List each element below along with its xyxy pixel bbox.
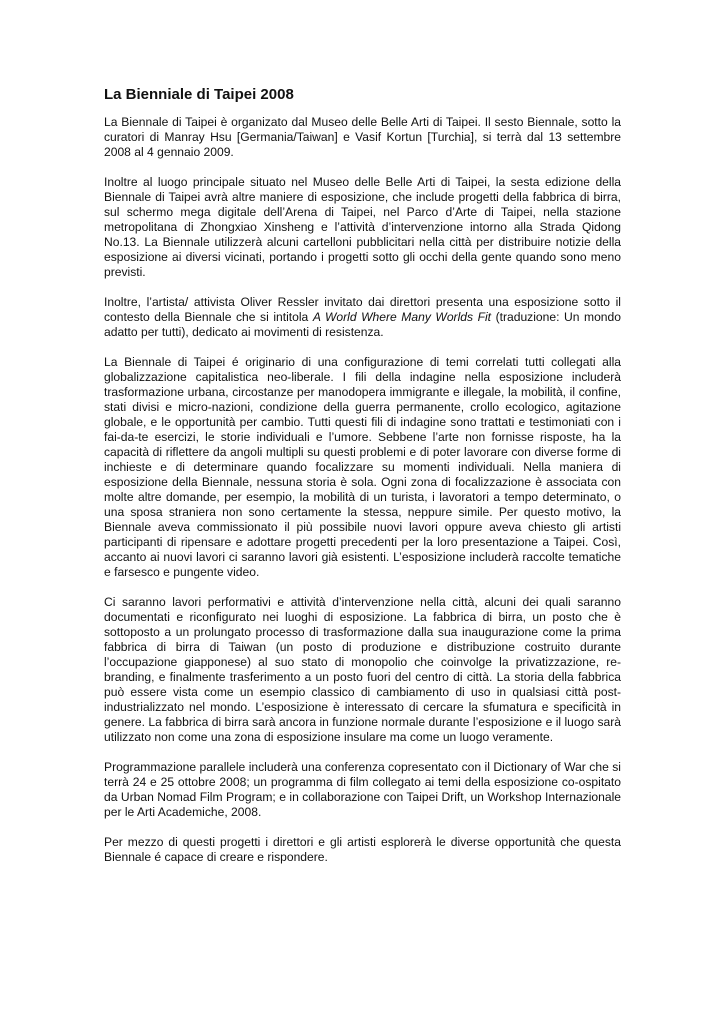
paragraph-ressler-text-start: Inoltre, l’artista/ attivista Oliver Ressler invitato dai direttori presenta una esposizione sotto il contesto della Biennale che si intitola	[104, 295, 621, 324]
paragraph-brewery: Ci saranno lavori performativi e attività d’intervenzione nella città, alcuni dei quali saranno documentati e riconfigurato nei luoghi di esposizione. La fabbrica di birra, un posto che è sottoposto a un prolungato processo di trasformazione dalla sua inaugurazione come la prima fabbrica di birra di Taiwan (un posto di produzione e distribuzione costruito durante l’occupazione giapponese) al suo stato di monopolio che coinvolge la privatizzazione, re-branding, e finalmente trasferimento a un posto fuori del centro di città. La storia della fabbrica può essere vista come un esempio classico di cambiamento di uso in qualsiasi città post-industrializzato nel mondo. L’esposizione è interessato di cercare la sfumatura e specificità in genere. La fabbrica di birra sarà ancora in funzione normale durante l’esposizione e il luogo sarà utilizzato non come una zona di esposizione insulare ma come un luogo veramente.	[104, 595, 621, 744]
exhibition-title-italic: A World Where Many Worlds Fit	[312, 310, 492, 324]
document-page	[104, 86, 621, 880]
paragraph-closing: Per mezzo di questi progetti i direttori e gli artisti esplorerà le diverse opportunità che questa Biennale é capace di creare e rispondere.	[104, 835, 621, 864]
paragraph-parallel-programs: Programmazione parallele includerà una conferenza copresentato con il Dictionary of War che si terrà 24 e 25 ottobre 2008; un programma di film collegato ai temi della esposizione co-ospitato da Urban Nomad Film Program; e in collaborazione con Taipei Drift, un Workshop Internazionale per le Arti Academiche, 2008.	[104, 760, 621, 819]
paragraph-intro: La Biennale di Taipei è organizato dal Museo delle Belle Arti di Taipei. Il sesto Biennale, sotto la curatori di Manray Hsu [Germania/Taiwan] e Vasif Kortun [Turchia], si terrà dal 13 settembre 2008 al 4 gennaio 2009.	[104, 115, 621, 159]
paragraph-themes: La Biennale di Taipei é originario di una configurazione di temi correlati tutti collegati alla globalizzazione capitalistica neo-liberale. I fili della indagine nella esposizione includerà trasformazione urbana, circostanze per manodopera immigrante e illegale, la mobilità, il confine, stati divisi e micro-nazioni, condizione della guerra permanente, crollo ecologico, agitazione globale, e le opportunità per cambio. Tutti questi fili di indagine sono trattati e testimoniati con i fai-da-te esercizi, le storie individuali e l’umore. Sebbene l’arte non fornisse risposte, ha la capacità di riflettere da angoli multipli su questi problemi e di poter lavorare con diverse forme di inchieste e di determinare quando focalizzare su momenti individuali. Nella maniera di esposizione della Biennale, nessuna storia è sola. Ogni zona di focalizzazione è associata con molte altre domande, per esempio, la mobilità di un turista, i lavoratori a tempo determinato, o una sposa straniera non sono certamente la stessa, neppure simile. Per questo motivo, la Biennale aveva commissionato il più possibile nuovi lavori oppure aveva chiesto gli artisti participanti di ripensare e adottare progetti precedenti per la loro presentazione a Taipei. Così, accanto ai nuovi lavori ci saranno lavori già esistenti. L’esposizione includerà raccolte tematiche e farsesco e pungente video.	[104, 355, 621, 579]
document-title: La Bienniale di Taipei 2008	[104, 86, 294, 103]
paragraph-venues: Inoltre al luogo principale situato nel Museo delle Belle Arti di Taipei, la sesta edizione della Biennale di Taipei avrà altre maniere di esposizione, che include progetti della fabbrica di birra, sul schermo mega digitale dell’Arena di Taipei, nel Parco d’Arte di Taipei, nella stazione metropolitana di Zhongxiao Xinsheng e l’attività d’intervenzione intorno alla Strada Qidong No.13. La Biennale utilizzerà alcuni cartelloni pubblicitari nella città per distribuire notizie della esposizione ai diversi vicinati, portando i progetti sotto gli occhi della gente quando sono meno previsti.	[104, 175, 621, 279]
paragraph-ressler	[104, 295, 621, 340]
paragraph-ressler-text-end: (traduzione: Un mondo adatto per tutti), dedicato ai movimenti di resistenza.	[104, 310, 621, 339]
